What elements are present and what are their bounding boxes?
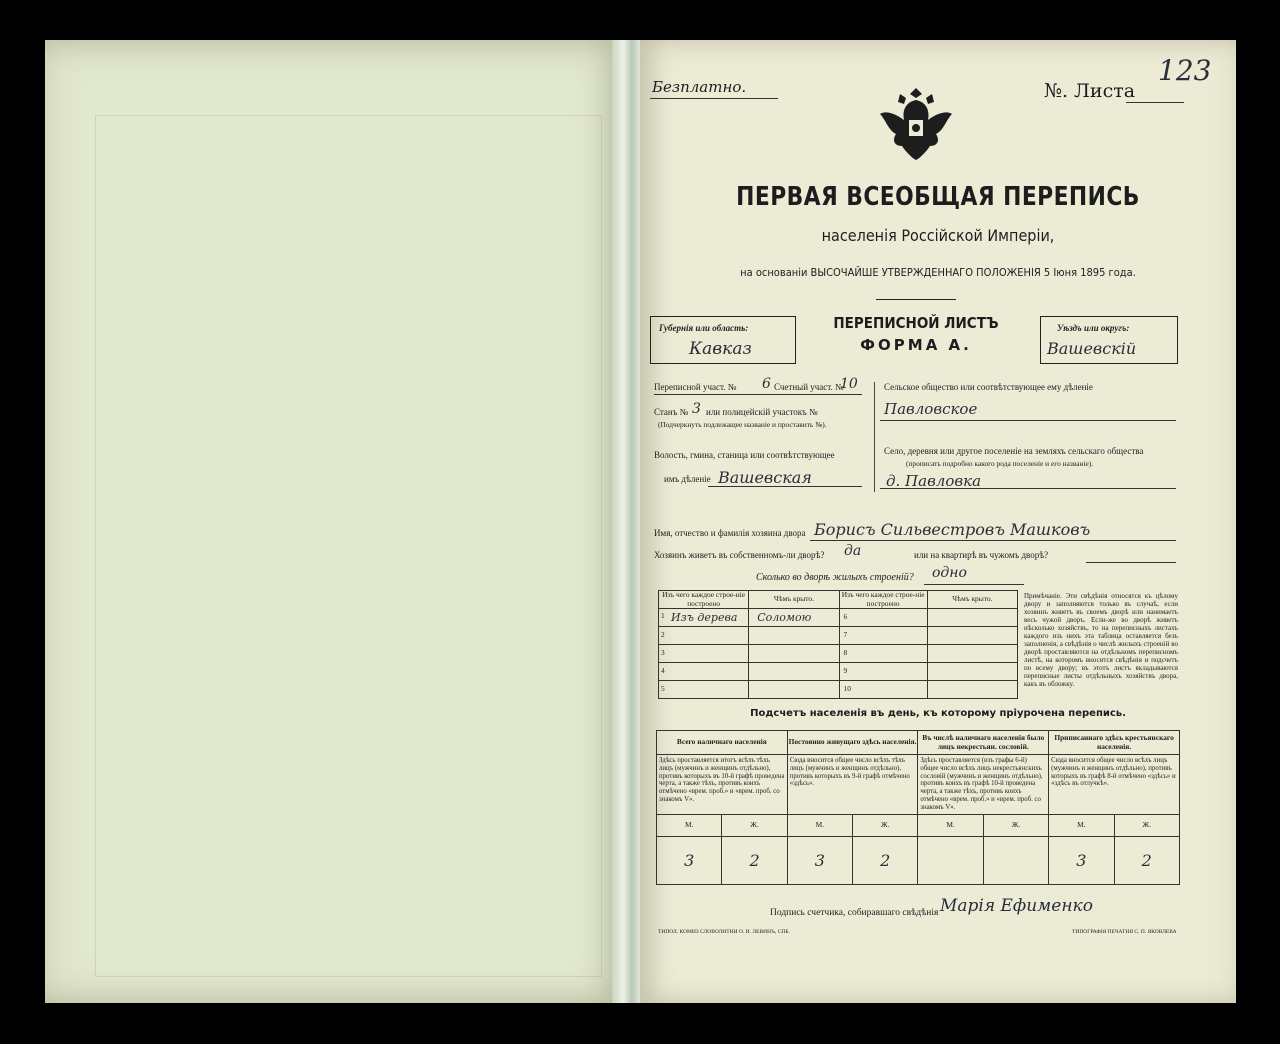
counting-section-label: Счетный участ. №	[774, 382, 844, 392]
district-value: Вашевскій	[1047, 339, 1137, 358]
census-subtitle: населенія Россійской Имперіи,	[821, 226, 1055, 245]
lives-suffix: или на квартирѣ въ чужомъ дворѣ?	[914, 550, 1049, 560]
col-roof-right: Чѣмъ крыто.	[952, 594, 993, 604]
counting-section-value: 10	[840, 376, 858, 392]
sheet-title: ПЕРЕПИСНОЙ ЛИСТЪ	[833, 314, 999, 332]
buildings-table	[658, 590, 1018, 699]
stan-note: (Подчеркнуть подлежащее названіе и проставить №).	[658, 420, 827, 429]
province-box	[650, 316, 796, 364]
volost-value: Вашевская	[718, 468, 812, 487]
village-value: д. Павловка	[886, 472, 982, 490]
note-text: Примѣчаніе. Эти свѣдѣнія относятся къ цѣлому двору и заполняются только въ случаѣ, если хозяинъ живетъ въ своемъ дворѣ или нанимаетъ весь чужой дворъ. Если-же во дворѣ живетъ нѣсколько хозяйствъ, то на переписныхъ листахъ каждого изъ нихъ эта таблица оставляется безъ заполненія, а свѣдѣнія о числѣ жилыхъ строеній во дворѣ проставляются на отдѣльномъ переписномъ листѣ, на которомъ вносится свѣдѣнія и подсчетъ по всему двору; въ этотъ листъ вкладываются переписные листы отдѣльныхъ хозяйствъ двора, какъ въ обложку.	[1024, 592, 1178, 688]
table-row: 2 7	[659, 627, 1018, 645]
census-title: ПЕРВАЯ ВСЕОБЩАЯ ПЕРЕПИСЬ	[736, 182, 1140, 212]
group-3-desc: Здѣсь проставляется (изъ графы 6-й) общее число всѣхъ лицъ некрестьянскихъ сословій (мужчинъ и женщинъ отдѣльно), противъ коихъ въ графѣ 10-й проведена черта, а также тѣхъ, противъ коихъ отмѣчено «врем. проб.» и «врем. проб. со знакомъ V».	[920, 757, 1043, 811]
stan-value: 3	[692, 401, 701, 417]
count-values-row: 3 2 3 2 3 2	[657, 837, 1180, 885]
free-label: Безплатно.	[652, 78, 747, 96]
village-label: Село, деревня или другое поселеніе на земляхъ сельскаго общества	[884, 446, 1144, 456]
owner-value: Борисъ Сильвестровъ Машковъ	[814, 520, 1091, 539]
col-material-left: Изъ чего каждое строе-ніе построено	[662, 590, 746, 608]
group-4-head: Приписаннаго здѣсь крестьянскаго населенія.	[1054, 732, 1174, 751]
group-1-head: Всего наличнаго населенія	[676, 737, 767, 747]
sheet-number-value: 123	[1158, 54, 1212, 87]
signature-label: Подпись счетчика, собиравшаго свѣдѣнія	[770, 908, 939, 918]
table-row: 4 9	[659, 663, 1018, 681]
sheet-number-label: №. Листа	[1044, 80, 1136, 102]
district-box	[1040, 316, 1178, 364]
title-divider	[876, 299, 956, 300]
table-row: 5 10	[659, 681, 1018, 699]
group-3-head: Въ числѣ наличнаго населенія было лицъ некрестьян. сословій.	[922, 732, 1045, 751]
census-sheet-page	[640, 40, 1236, 1003]
district-label: Уѣздъ или округъ:	[1057, 323, 1130, 333]
table-row: 1 Изъ дерева Соломою 6	[659, 609, 1018, 627]
buildings-label: Сколько во дворѣ жилыхъ строеній?	[756, 572, 914, 583]
volost-label-2: имъ дѣленіе	[664, 474, 711, 484]
owner-label: Имя, отчество и фамилія хозяина двора	[654, 528, 806, 538]
group-4-desc: Сюда вносится общее число всѣхъ лицъ (мужчинъ и женщинъ отдѣльно), противъ которыхъ въ графѣ 8-й отмѣчено «здѣсь» и «здѣсь въ отлучкѣ».	[1051, 757, 1176, 788]
province-value: Кавказ	[689, 339, 752, 359]
census-decree: на основаніи ВЫСОЧАЙШЕ УТВЕРЖДЕННАГО ПОЛОЖЕНІЯ 5 Іюня 1895 года.	[740, 266, 1136, 279]
col-roof-left: Чѣмъ крыто.	[773, 594, 814, 604]
group-1-desc: Здѣсь проставляется итогъ всѣхъ тѣхъ лицъ (мужчинъ и женщинъ отдѣльно), противъ которыхъ въ 10-й графѣ проведена черта, а также тѣхъ, противъ коихъ отмѣчено «врем. проб.» и «врем. проб. со знакомъ V».	[659, 757, 785, 803]
col-material-right: Изъ чего каждое строе-ніе построено	[841, 590, 925, 608]
stan-label: Станъ №	[654, 407, 689, 417]
imperial-eagle-icon	[876, 80, 956, 166]
group-2-desc: Сюда вносится общее число всѣхъ тѣхъ лицъ (мужчинъ и женщинъ отдѣльно), противъ которыхъ въ 9-й графѣ отмѣчено «здѣсь».	[789, 757, 910, 788]
signature-value: Марія Ефименко	[940, 896, 1093, 916]
village-note: (прописать подробно какого рода поселеніе и его названіе).	[906, 459, 1094, 468]
printer-left: ТИПОЛ. КОМИЗ СЛОВОЛИТНИ О. И. ЛЕВИНЪ, СПБ.	[658, 929, 790, 935]
province-label: Губернія или область:	[659, 323, 749, 333]
group-2-head: Постоянно живущаго здѣсь населенія.	[788, 737, 917, 747]
census-section-value: 6	[762, 376, 771, 392]
count-title: Подсчетъ населенія въ день, къ которому пріурочена перепись.	[750, 708, 1126, 719]
left-page-bleed	[95, 115, 602, 977]
printer-right: ТИПОГРАФІЯ ПЕЧАТНЯ С. П. ЯКОВЛЕВА	[1072, 929, 1177, 935]
book-spine	[612, 40, 640, 1003]
lives-label: Хозяинъ живетъ въ собственномъ-ли дворѣ?	[654, 550, 825, 560]
population-count-table: Всего наличнаго населенія Постоянно живущаго здѣсь населенія. Въ числѣ наличнаго населенія было лицъ некрестьян. сословій. Приписаннаго здѣсь крестьянскаго населенія. Здѣсь проставляется итогъ всѣхъ тѣхъ лицъ (мужчинъ и женщинъ отдѣльно), противъ которыхъ въ 10-й графѣ проведена черта, а также тѣхъ, противъ коихъ отмѣчено «врем. проб.» и «врем. проб. со знакомъ V». Сюда вносится общее число всѣхъ тѣхъ лицъ (мужчинъ и женщинъ отдѣльно), противъ которыхъ въ 9-й графѣ отмѣчено «здѣсь». Здѣсь проставляется (изъ графы 6-й) общее число всѣхъ лицъ некрестьянскихъ сословій (мужчинъ и женщинъ отдѣльно), противъ коихъ въ графѣ 10-й проведена черта, а также тѣхъ, противъ коихъ отмѣчено «врем. проб.» и «врем. проб. со знакомъ V». Сюда вносится общее число всѣхъ лицъ (мужчинъ и женщинъ отдѣльно), противъ которыхъ въ графѣ 8-й отмѣчено «здѣсь» и «здѣсь въ отлучкѣ». М. Ж. М. Ж. М. Ж. М. Ж. 3 2 3 2 3 2	[656, 730, 1180, 885]
volost-label: Волость, гмина, станица или соотвѣтствующее	[654, 450, 835, 460]
lives-value: да	[844, 543, 862, 559]
buildings-value: одно	[932, 565, 967, 581]
census-section-label: Переписной участ. №	[654, 382, 737, 392]
society-label: Сельское общество или соотвѣтствующее ему дѣленіе	[884, 382, 1093, 392]
left-blank-page	[45, 40, 625, 1003]
fields-divider	[874, 382, 875, 492]
stan-suffix: или полицейскій участокъ №	[706, 407, 818, 417]
sheet-form: ФОРМА А.	[860, 336, 972, 354]
society-value: Павловское	[884, 400, 978, 418]
table-row: 3 8	[659, 645, 1018, 663]
